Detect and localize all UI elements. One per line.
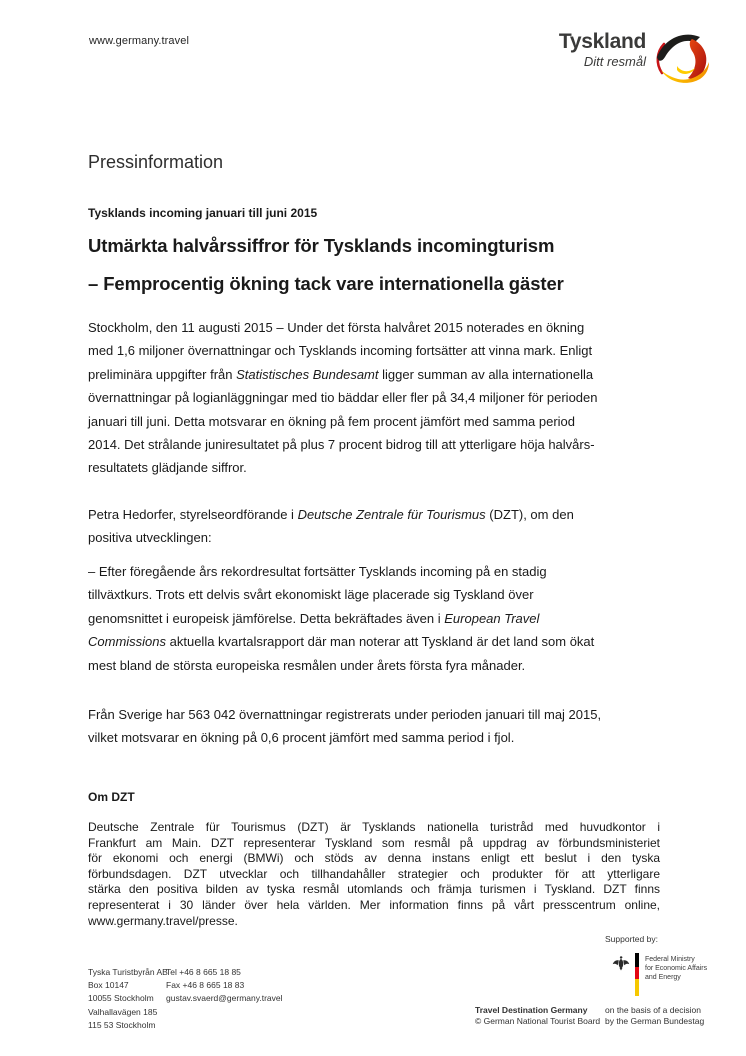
tourist-board-copyright: © German National Tourist Board bbox=[475, 1015, 601, 1026]
document-type-label: Pressinformation bbox=[88, 152, 224, 172]
tourist-board-credit bbox=[475, 1005, 600, 1026]
headline-line-1: Utmärkta halvårssiffror för Tysklands incomingturism bbox=[88, 235, 555, 256]
body-paragraph-3: – Efter föregående års rekordresultat fortsätter Tysklands incoming på en stadig tillväxtkurs. Trots ett delvis svårt ekonomiskt läge placerade sig Tyskland över genomsnittet i europeisk jämförelse. Detta bekräftades även i European Travel Commissions aktuella kvartalsrapport där man noterar att Tyskland är det land som ökat mest bland de största europeiska resmålen under årets första fyra månader. bbox=[88, 564, 595, 673]
supported-by-label: Supported by: bbox=[605, 934, 658, 944]
headline-line-2: – Femprocentig ökning tack vare internationella gäster bbox=[88, 273, 564, 294]
german-flag-stripe bbox=[635, 953, 639, 996]
footer-address: Tyska Turistbyrån AB Box 10147 10055 Stockholm Valhallavägen 185 115 53 Stockholm bbox=[88, 967, 168, 1030]
flag-black bbox=[635, 953, 639, 967]
body-paragraph-1: Stockholm, den 11 augusti 2015 – Under det första halvåret 2015 noterades en ökning med 1,6 miljoner övernattningar och Tysklands incoming fortsätter att vinna mark. Enligt preliminära uppgifter från Statistisches Bundesamt ligger summan av alla internationella övernattningar på logianläggningar med tio bäddar eller fler på 34,4 miljoner för perioden januari till juni. Detta motsvarar en ökning på fem procent jämfört med samma period 2014. Det strålande juniresultatet på plus 7 procent bidrog till att ytterligare höja halvårs- resultatets glädjande siffror. bbox=[88, 320, 598, 476]
germany-travel-swirl-icon bbox=[652, 29, 712, 89]
bundestag-decision-note: on the basis of a decision by the German Bundestag bbox=[605, 1005, 705, 1026]
footer-contact[interactable]: Tel +46 8 665 18 85 Fax +46 8 665 18 83 gustav.svaerd@germany.travel bbox=[166, 967, 283, 1004]
headline bbox=[88, 227, 564, 303]
about-dzt-heading: Om DZT bbox=[88, 790, 135, 804]
tourist-board-credit-title: Travel Destination Germany bbox=[475, 1005, 588, 1015]
kicker-line: Tysklands incoming januari till juni 2015 bbox=[88, 206, 318, 220]
brand-tagline: Ditt resmål bbox=[583, 54, 646, 69]
about-dzt-paragraph: Deutsche Zentrale für Tourismus (DZT) är Tysklands nationella turistråd med huvudkontor i Frankfurt am Main. DZT representerar Tyskland som resmål på uppdrag av förbundsministeriet för ekonomi och energi (BMWi) och stöds av denna instans enligt ett beslut i den tyska förbundsdagen. DZT utvecklar och tillhandahåller strategier och produkter för att ytterligare stärka den positiva bilden av tyska resmål utomlands och främja turismen i Tyskland. DZT finns representerat i 30 länder över hela världen. Mer information finns på vårt presscentrum online, www.germany.travel/presse. bbox=[88, 820, 660, 928]
brand-logo bbox=[500, 30, 646, 69]
header-website-link[interactable]: www.germany.travel bbox=[89, 35, 190, 47]
ministry-name: Federal Ministry for Economic Affairs and Energy bbox=[645, 956, 708, 981]
flag-gold bbox=[635, 979, 639, 996]
brand-name: Tyskland bbox=[558, 30, 646, 53]
body-paragraph-2: Petra Hedorfer, styrelseordförande i Deutsche Zentrale für Tourismus (DZT), om den positiva utvecklingen: bbox=[88, 507, 574, 546]
body-paragraph-4: Från Sverige har 563 042 övernattningar registrerats under perioden januari till maj 2015, vilket motsvarar en ökning på 0,6 procent jämfört med samma period i fjol. bbox=[88, 707, 602, 746]
federal-eagle-icon bbox=[612, 954, 630, 972]
flag-red bbox=[635, 967, 639, 979]
